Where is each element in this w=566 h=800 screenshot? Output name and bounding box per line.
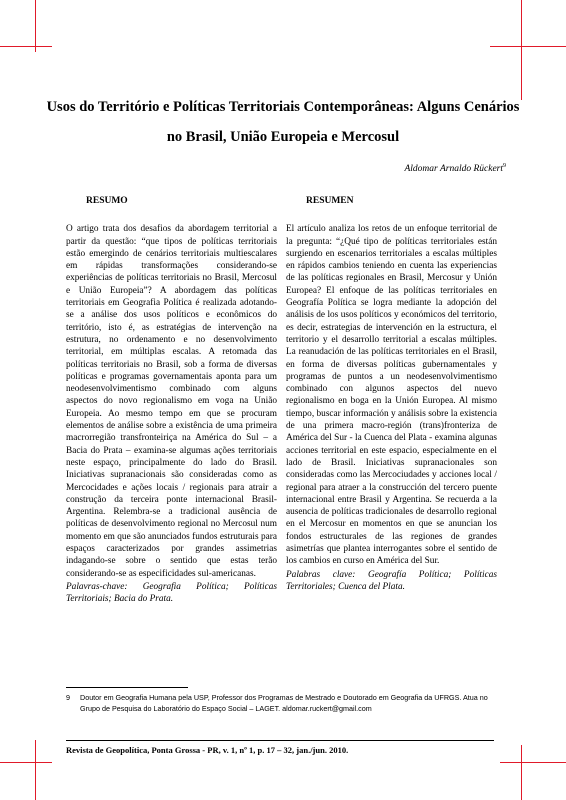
resumo-keywords: Palavras-chave: Geografia Política; Políticas Territoriais; Bacia do Prata.	[66, 581, 277, 605]
article-title: Usos do Território e Políticas Territoriais Contemporâneas: Alguns Cenários no Brasil, União Europeia e Mercosul	[46, 99, 520, 145]
crop-mark-bottom-right-horizontal	[500, 762, 566, 763]
author-name: Aldomar Arnaldo Rückert	[404, 164, 503, 175]
crop-mark-top-right-horizontal	[490, 46, 566, 47]
footnote-number: 9	[66, 693, 70, 702]
crop-mark-top-left-horizontal	[0, 46, 52, 47]
crop-mark-top-right-vertical	[521, 0, 522, 100]
resumo-column	[66, 195, 277, 606]
footnote	[66, 692, 506, 714]
resumen-heading: RESUMEN	[306, 196, 354, 206]
resumo-heading: RESUMO	[86, 196, 128, 206]
author-line	[404, 163, 506, 174]
resumen-keywords: Palabras clave: Geografía Política; Políticas Territoriales; Cuenca del Plata.	[286, 569, 497, 592]
footnote-divider	[66, 687, 188, 688]
resumen-column	[286, 195, 497, 593]
crop-mark-top-left-vertical	[35, 0, 36, 52]
footnote-text: Doutor em Geografia Humana pela USP, Professor dos Programas de Mestrado e Doutorado em Geografia da UFRGS. Atua no Grupo de Pesquisa do Laboratório do Espaço Social – LAGET. aldomar.ruckert@gmail.com	[80, 693, 488, 713]
author-footnote-mark: 9	[503, 163, 506, 169]
resumen-body: El artículo analiza los retos de un enfoque territorial de la pregunta: “¿Qué tipo de políticas territoriales están surgiendo en escenarios territoriales a escalas múltiples en rápidos cambios teniendo en cuenta las experiencias de las políticas regionales en Brasil, Mercosur y Unión Europea? El enfoque de las políticas territoriales en Geografía Política se logra mediante la adopción del análisis de los usos políticos y económicos del territorio, es decir, estrategias de intervención en la estructura, el territorio y el desarrollo territorial a escalas múltiples. La reanudación de las políticas territoriales en el Brasil, en forma de diversas políticas gubernamentales y programas de puntos a un neodesenvolvimentismo combinado con algunos aspectos del nuevo regionalismo en boga en la Unión Europea. Al mismo tiempo, buscar información y análisis sobre la existencia de una primera macro-región (trans)fronteriza de América del Sur - la Cuenca del Plata - examina algunas acciones territorial en este espacio, especialmente en el lado de Brasil. Iniciativas supranacionales son consideradas como las Mercociudades y acciones local / regional para atraer a la construcción del tercero puente internacional entre Brasil y Argentina. Se recuerda a la ausencia de políticas tradicionales de desarrollo regional en el Mercosur en momentos en que se anuncian los fondos estructurales de las regiones de grandes asimetrías que plantea interrogantes sobre el sentido de los cambios en curso en América del Sur.	[286, 224, 497, 567]
crop-mark-bottom-right-vertical	[521, 745, 522, 800]
resumo-body: O artigo trata dos desafios da abordagem territorial a partir da questão: “que tipos de políticas territoriais estão emergindo de cenários territoriais multiescalares em rápidas transformações considerando-se experiências de políticas territoriais no Brasil, Mercosul e União Europeia”? A abordagem das políticas territoriais em Geografia Política é realizada adotando-se a análise dos usos políticos e econômicos do território, isto é, as estratégias de intervenção na estrutura, no ordenamento e no desenvolvimento territorial, em múltiplas escalas. A retomada das políticas territoriais no Brasil, sob a forma de diversas políticas e programas governamentais aponta para um neodesenvolvimentismo combinado com alguns aspectos do novo regionalismo em voga na União Europeia. Ao mesmo tempo em que se procuram elementos de análise sobre a existência de uma primeira macrorregião transfronteiriça na América do Sul – a Bacia do Prata – examina-se algumas ações territoriais neste espaço, principalmente do lado do Brasil. Iniciativas supranacionais são consideradas como as Mercocidades e ações locais / regionais para atrair a construção da terceira ponte internacional Brasil-Argentina. Relembra-se a tradicional ausência de políticas de desenvolvimento regional no Mercosul num momento em que são anunciados fundos estruturais para espaços caracterizados por grandes assimetrias indagando-se sobre o sentido que estas terão considerando-se as especificidades sul-americanas.	[66, 224, 277, 579]
footer-divider	[66, 740, 494, 741]
journal-footer: Revista de Geopolítica, Ponta Grossa - PR, v. 1, nº 1, p. 17 – 32, jan./jun. 2010.	[66, 745, 349, 755]
crop-mark-bottom-left-vertical	[35, 740, 36, 800]
crop-mark-bottom-left-horizontal	[0, 762, 52, 763]
